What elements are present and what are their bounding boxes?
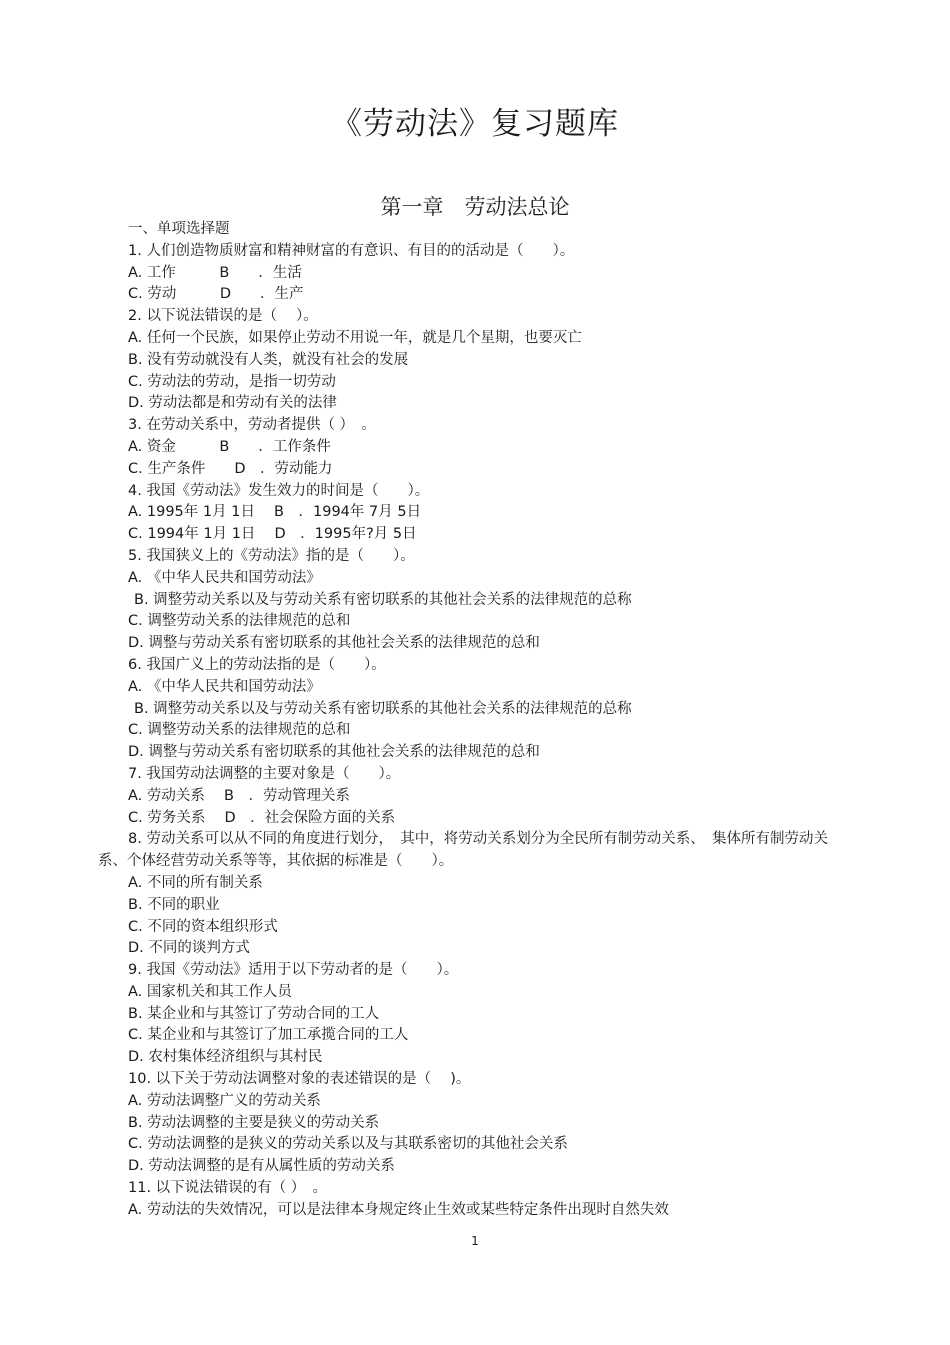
answer-option: C. 1994年 1月 1日 D ．1995年?月 5日 (128, 526, 417, 543)
question-list (0, 219, 950, 1222)
answer-option: C. 劳动法调整的是狭义的劳动关系以及与其联系密切的其他社会关系 (128, 1136, 568, 1153)
question-line: 4. 我国《劳动法》发生效力的时间是（ ）。 (128, 482, 430, 499)
question-line: 11. 以下说法错误的有（ ） 。 (128, 1180, 328, 1197)
question-line: 10. 以下关于劳动法调整对象的表述错误的是（ )。 (128, 1071, 471, 1088)
answer-option: A. 工作 B ．生活 (128, 264, 302, 281)
answer-option: C. 劳动 D ．生产 (128, 286, 304, 303)
answer-option: B. 不同的职业 (128, 896, 220, 913)
answer-option: A. 劳动法的失效情况，可以是法律本身规定终止生效或某些特定条件出现时自然失效 (128, 1201, 669, 1218)
answer-option: A. 国家机关和其工作人员 (128, 983, 292, 1000)
answer-option: C. 不同的资本组织形式 (128, 918, 278, 935)
answer-option: D. 农村集体经济组织与其村民 (128, 1049, 323, 1066)
answer-option: A. 任何一个民族，如果停止劳动不用说一年，就是几个星期，也要灭亡 (128, 329, 582, 346)
document-title: 《劳动法》复习题库 (331, 106, 619, 142)
answer-option: C. 调整劳动关系的法律规范的总和 (128, 722, 351, 739)
answer-option: C. 调整劳动关系的法律规范的总和 (128, 613, 351, 630)
answer-option: A. 《中华人民共和国劳动法》 (128, 569, 321, 586)
question-line: 6. 我国广义上的劳动法指的是（ ）。 (128, 656, 386, 673)
answer-option: A. 劳动关系 B ．劳动管理关系 (128, 787, 350, 804)
page-number: 1 (471, 1234, 479, 1248)
answer-option: A. 劳动法调整广义的劳动关系 (128, 1092, 321, 1109)
answer-option: C. 某企业和与其签订了加工承揽合同的工人 (128, 1027, 409, 1044)
question-line: 7. 我国劳动法调整的主要对象是（ ）。 (128, 765, 401, 782)
answer-option: B. 调整劳动关系以及与劳动关系有密切联系的其他社会关系的法律规范的总称 (134, 700, 632, 717)
answer-option: D. 劳动法调整的是有从属性质的劳动关系 (128, 1158, 395, 1175)
answer-option: D. 调整与劳动关系有密切联系的其他社会关系的法律规范的总和 (128, 635, 540, 652)
answer-option: C. 生产条件 D ．劳动能力 (128, 460, 333, 477)
question-line: 9. 我国《劳动法》适用于以下劳动者的是（ ）。 (128, 962, 459, 979)
answer-option: A. 不同的所有制关系 (128, 874, 263, 891)
question-line: 2. 以下说法错误的是（ ）。 (128, 308, 318, 325)
question-continuation: 系、个体经营劳动关系等等，其依据的标准是（ ）。 (98, 853, 454, 870)
answer-option: C. 劳动法的劳动，是指一切劳动 (128, 373, 336, 390)
answer-option: B. 劳动法调整的主要是狭义的劳动关系 (128, 1114, 380, 1131)
answer-option: D. 调整与劳动关系有密切联系的其他社会关系的法律规范的总和 (128, 744, 540, 761)
answer-option: A. 《中华人民共和国劳动法》 (128, 678, 321, 695)
section-heading: 一、单项选择题 (128, 221, 230, 237)
answer-option: A. 1995年 1月 1日 B ．1994年 7月 5日 (128, 504, 422, 521)
question-line: 5. 我国狭义上的《劳动法》指的是（ ）。 (128, 547, 415, 564)
answer-option: B. 没有劳动就没有人类，就没有社会的发展 (128, 351, 409, 368)
question-line: 1. 人们创造物质财富和精神财富的有意识、有目的的活动是（ ）。 (128, 242, 575, 259)
answer-option: B. 某企业和与其签订了劳动合同的工人 (128, 1005, 380, 1022)
answer-option: C. 劳务关系 D ．社会保险方面的关系 (128, 809, 396, 826)
answer-option: D. 劳动法都是和劳动有关的法律 (128, 395, 337, 412)
answer-option: D. 不同的谈判方式 (128, 940, 250, 957)
question-line: 3. 在劳动关系中，劳动者提供（ ） 。 (128, 417, 376, 434)
question-line: 8. 劳动关系可以从不同的角度进行划分， 其中，将劳动关系划分为全民所有制劳动关系、 集体所有制劳动关 (128, 831, 828, 848)
answer-option: B. 调整劳动关系以及与劳动关系有密切联系的其他社会关系的法律规范的总称 (134, 591, 632, 608)
chapter-title: 第一章 劳动法总论 (380, 195, 570, 219)
answer-option: A. 资金 B ．工作条件 (128, 438, 331, 455)
